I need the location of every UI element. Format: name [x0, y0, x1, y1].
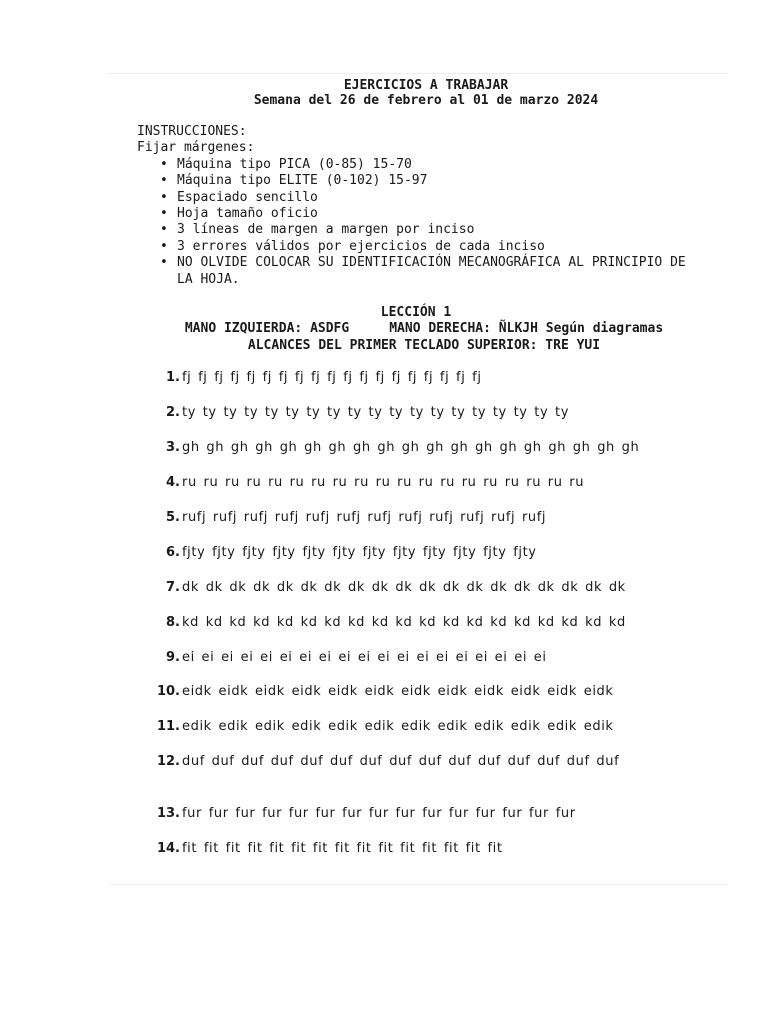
exercise-text: eidk eidk eidk eidk eidk eidk eidk eidk eidk eidk eidk eidk — [182, 684, 614, 699]
exercise-text: rufj rufj rufj rufj rufj rufj rufj rufj rufj rufj rufj rufj — [182, 510, 547, 525]
exercise-number: 2. — [166, 405, 180, 420]
exercise-text: gh gh gh gh gh gh gh gh gh gh gh gh gh gh gh gh gh gh gh — [182, 440, 640, 455]
exercise-row — [150, 682, 614, 702]
exercise-number: 6. — [166, 545, 180, 560]
instruction-item: • Espaciado sencillo — [160, 189, 318, 205]
exercise-row — [150, 578, 626, 598]
exercise-text: duf duf duf duf duf duf duf duf duf duf duf duf duf duf duf — [182, 754, 620, 769]
exercise-number: 13. — [156, 806, 180, 821]
exercise-number: 10. — [156, 684, 180, 699]
instructions-block — [137, 124, 737, 288]
exercise-row — [150, 508, 546, 528]
exercise-row — [150, 717, 614, 737]
exercise-text: fj fj fj fj fj fj fj fj fj fj fj fj fj fj fj fj fj fj fj — [182, 370, 482, 385]
right-hand-label: MANO DERECHA: ÑLKJH Según diagramas — [389, 321, 664, 336]
exercise-number: 5. — [166, 510, 180, 525]
hands-line — [40, 321, 768, 337]
instruction-item: • 3 líneas de margen a margen por inciso — [160, 222, 475, 238]
lesson-title: LECCIÓN 1 — [380, 305, 452, 320]
reach-line: ALCANCES DEL PRIMER TECLADO SUPERIOR: TRE YUI — [247, 338, 601, 353]
exercise-row — [150, 473, 584, 493]
bullet-icon: • — [160, 222, 168, 238]
instructions-heading: INSTRUCCIONES: — [137, 124, 247, 139]
instruction-item: • Máquina tipo PICA (0-85) 15-70 — [160, 156, 412, 172]
page-subtitle: Semana del 26 de febrero al 01 de marzo 2024 — [253, 93, 599, 108]
exercise-row — [150, 438, 639, 458]
bullet-icon: • — [160, 156, 168, 172]
exercise-number: 3. — [166, 440, 180, 455]
exercise-number: 9. — [166, 650, 180, 665]
exercise-row — [150, 403, 569, 423]
exercise-number: 7. — [166, 580, 180, 595]
exercise-text: ty ty ty ty ty ty ty ty ty ty ty ty ty ty ty ty ty ty ty — [182, 405, 570, 420]
bullet-icon: • — [160, 255, 168, 271]
exercise-text: fjty fjty fjty fjty fjty fjty fjty fjty fjty fjty fjty fjty — [182, 545, 537, 560]
instructions-list — [137, 157, 737, 288]
left-hand-label: MANO IZQUIERDA: ASDFG — [184, 321, 350, 336]
exercise-text: dk dk dk dk dk dk dk dk dk dk dk dk dk dk dk dk dk dk dk — [182, 580, 626, 595]
instruction-item: • Hoja tamaño oficio — [160, 206, 318, 222]
instruction-continuation: LA HOJA. — [177, 271, 240, 287]
page-title: EJERCICIOS A TRABAJAR — [343, 78, 509, 93]
exercise-number: 8. — [166, 615, 180, 630]
exercise-row — [150, 839, 503, 859]
exercise-row — [150, 613, 626, 633]
instruction-item: • 3 errores válidos por ejercicios de cada inciso — [160, 238, 545, 254]
exercise-text: ru ru ru ru ru ru ru ru ru ru ru ru ru ru ru ru ru ru ru — [182, 475, 585, 490]
bullet-icon: • — [160, 173, 168, 189]
margins-label: Fijar márgenes: — [137, 140, 255, 156]
instruction-item: • Máquina tipo ELITE (0-102) 15-97 — [160, 173, 428, 189]
exercise-text: kd kd kd kd kd kd kd kd kd kd kd kd kd kd kd kd kd kd kd — [182, 615, 626, 630]
exercise-text: fit fit fit fit fit fit fit fit fit fit fit fit fit fit fit — [182, 841, 503, 856]
exercise-row — [150, 804, 576, 824]
exercise-row — [150, 368, 482, 388]
exercise-number: 14. — [156, 841, 180, 856]
exercise-number: 12. — [156, 754, 180, 769]
exercise-text: edik edik edik edik edik edik edik edik edik edik edik edik — [182, 719, 614, 734]
exercise-text: ei ei ei ei ei ei ei ei ei ei ei ei ei ei ei ei ei ei ei — [182, 650, 547, 665]
exercise-number: 1. — [166, 370, 180, 385]
exercise-number: 11. — [156, 719, 180, 734]
exercise-number: 4. — [166, 475, 180, 490]
bullet-icon: • — [160, 238, 168, 254]
exercise-row — [150, 543, 537, 563]
bullet-icon: • — [160, 189, 168, 205]
bottom-divider — [108, 884, 728, 885]
instruction-item: • NO OLVIDE COLOCAR SU IDENTIFICACIÓN MECANOGRÁFICA AL PRINCIPIO DE LA HOJA. — [163, 255, 737, 288]
bullet-icon: • — [160, 206, 168, 222]
top-divider — [108, 73, 728, 74]
exercise-row — [150, 648, 547, 668]
exercise-row — [150, 752, 619, 772]
exercise-text: fur fur fur fur fur fur fur fur fur fur fur fur fur fur fur — [182, 806, 576, 821]
